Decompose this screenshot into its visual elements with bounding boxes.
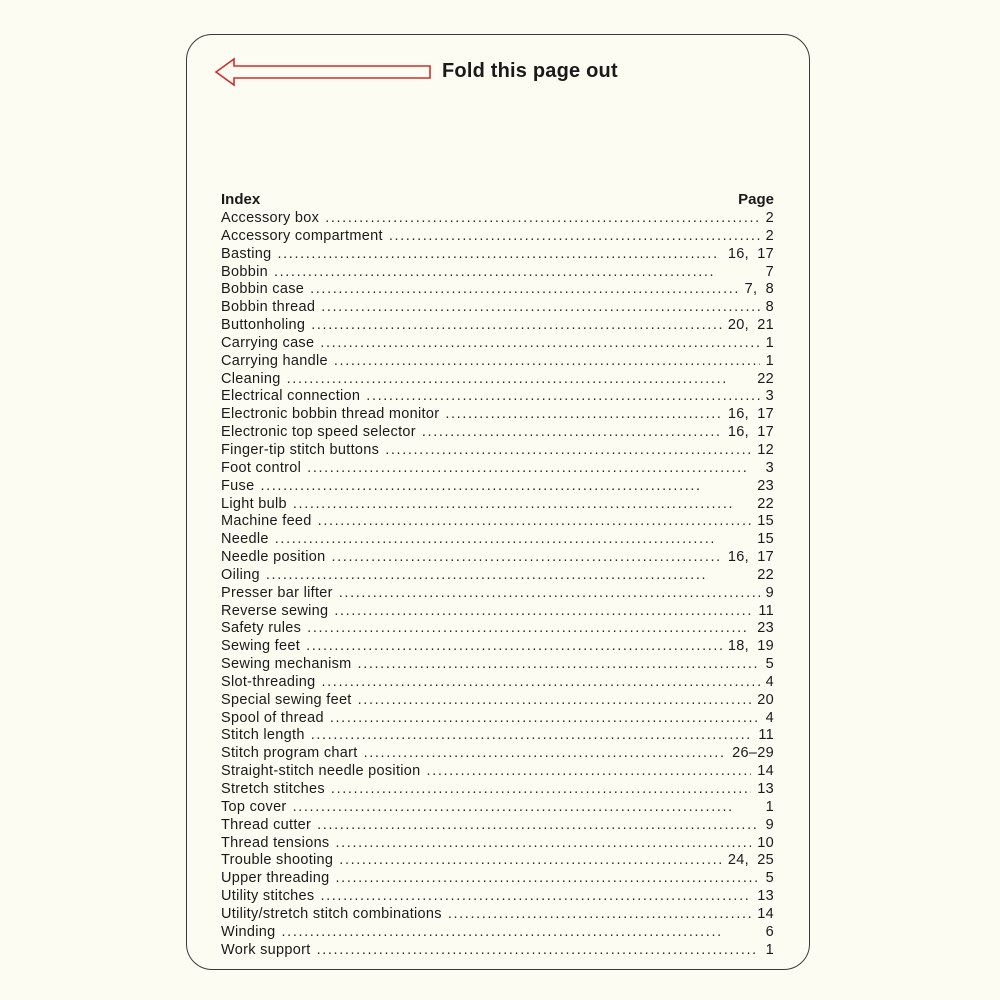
index-entry-page: 14 (757, 763, 774, 780)
index-entry-term: Electrical connection (221, 388, 361, 405)
index-entry-term: Stretch stitches (221, 781, 325, 797)
dot-leader (427, 763, 752, 779)
index-entry-page: 15 (757, 513, 774, 530)
index-entry (221, 478, 774, 496)
index-entry (221, 264, 774, 282)
index-entry-page: 18, 19 (727, 638, 774, 655)
dot-leader (320, 335, 759, 351)
dot-leader (335, 835, 751, 851)
index-entry (221, 388, 774, 406)
index-entry (221, 799, 774, 817)
index-entry-term: Thread cutter (221, 816, 312, 833)
index-entry (221, 870, 774, 888)
index-entry-page: 1 (765, 352, 774, 369)
index-entry-term: Sewing feet (221, 638, 301, 655)
index-entry-term: Safety rules (221, 620, 302, 637)
dot-leader (307, 620, 751, 636)
index-entry (221, 852, 774, 870)
index-entry-page: 1 (765, 334, 774, 351)
index-entry (221, 442, 774, 460)
index-entry-term: Stitch program chart (221, 745, 358, 762)
dot-leader (321, 674, 759, 690)
index-entry (221, 727, 774, 745)
dot-leader (364, 745, 727, 761)
dot-leader (448, 906, 751, 922)
index-entry-page: 13 (757, 888, 774, 905)
dot-leader (310, 281, 739, 297)
index-heading: Index (221, 191, 261, 208)
index-entry (221, 888, 774, 906)
index-entry-term: Slot-threading (221, 673, 316, 690)
index-entry (221, 942, 774, 960)
index-entry (221, 210, 774, 228)
index-entry-page: 7 (765, 263, 774, 280)
index-entry-page: 4 (765, 709, 774, 726)
index-entry-page: 3 (765, 388, 774, 405)
dot-leader (330, 710, 760, 726)
index-entry-page: 10 (757, 834, 774, 851)
index-entry (221, 924, 774, 942)
dot-leader (331, 781, 751, 797)
dot-leader (389, 228, 760, 244)
index-entry (221, 424, 774, 442)
index-entry (221, 228, 774, 246)
index-entry-page: 23 (757, 477, 774, 494)
index-entry (221, 496, 774, 514)
dot-leader (306, 638, 722, 654)
index-entry (221, 585, 774, 603)
index-entry-term: Utility stitches (221, 888, 315, 905)
dot-leader (321, 299, 759, 315)
index-entry-term: Presser bar lifter (221, 584, 333, 601)
fold-title: Fold this page out (442, 60, 618, 82)
index-entry-page: 16, 17 (727, 245, 774, 262)
index-entry (221, 781, 774, 799)
dot-leader (260, 478, 751, 494)
index-entry-page: 26–29 (732, 745, 774, 762)
index-entry-page: 22 (757, 566, 774, 583)
dot-leader (311, 317, 722, 333)
dot-leader (311, 727, 753, 743)
index-entry (221, 335, 774, 353)
index-entry-page: 9 (765, 584, 774, 601)
index-entry-page: 6 (765, 923, 774, 940)
index-entry-term: Special sewing feet (221, 691, 352, 708)
index-entry (221, 246, 774, 264)
index-entry-term: Utility/stretch stitch combinations (221, 905, 442, 922)
index-entry-term: Accessory compartment (221, 227, 383, 244)
index-entry (221, 692, 774, 710)
index-entry-term: Bobbin (221, 263, 268, 280)
dot-leader (277, 246, 721, 262)
dot-leader (317, 942, 760, 958)
index-entry-term: Carrying case (221, 334, 315, 351)
index-entry-page: 16, 17 (727, 549, 774, 566)
dot-leader (339, 852, 722, 868)
dot-leader (318, 513, 752, 529)
index-entry (221, 638, 774, 656)
index-entry-page: 22 (757, 495, 774, 512)
index-entry (221, 317, 774, 335)
index-entry (221, 567, 774, 585)
index-entry-page: 16, 17 (727, 406, 774, 423)
dot-leader (358, 656, 760, 672)
index-entry-page: 12 (757, 441, 774, 458)
index-entry-term: Needle (221, 531, 269, 548)
dot-leader (336, 870, 760, 886)
dot-leader (275, 531, 752, 547)
index-entry (221, 656, 774, 674)
index-entry-page: 16, 17 (727, 424, 774, 441)
index-entry-page: 11 (758, 727, 774, 744)
index-entry-term: Top cover (221, 798, 287, 815)
index-entry-term: Bobbin thread (221, 299, 316, 316)
index-entry (221, 531, 774, 549)
dot-leader (293, 799, 760, 815)
index-entry-term: Winding (221, 923, 276, 940)
dot-leader (331, 549, 721, 565)
index-entry-term: Needle position (221, 549, 326, 566)
dot-leader (293, 496, 751, 512)
dot-leader (307, 460, 759, 476)
index-entry-term: Accessory box (221, 210, 320, 226)
index-entry-term: Electronic top speed selector (221, 424, 416, 441)
index-entry-page: 8 (765, 299, 774, 316)
index-entry-page: 24, 25 (727, 852, 774, 869)
index-entry (221, 620, 774, 638)
index-entry-page: 15 (757, 531, 774, 548)
index-entry-term: Basting (221, 245, 272, 262)
index-entry (221, 353, 774, 371)
index-entry-page: 2 (765, 210, 774, 226)
index-entry-term: Upper threading (221, 870, 330, 887)
index-entry (221, 281, 774, 299)
index-entry-term: Electronic bobbin thread monitor (221, 406, 440, 423)
index-entry-term: Thread tensions (221, 834, 330, 851)
index-entry (221, 549, 774, 567)
index-entry-term: Foot control (221, 459, 302, 476)
dot-leader (317, 817, 759, 833)
index-entry-page: 23 (757, 620, 774, 637)
index-entry-term: Oiling (221, 566, 260, 583)
dot-leader (334, 353, 760, 369)
index-entry-term: Carrying handle (221, 352, 328, 369)
index-entry-term: Buttonholing (221, 317, 306, 334)
index-entry (221, 371, 774, 389)
index-entry-page: 1 (765, 798, 774, 815)
index-entry-page: 3 (765, 459, 774, 476)
dot-leader (445, 406, 722, 422)
index-entry (221, 299, 774, 317)
index-entry-term: Bobbin case (221, 281, 305, 298)
index-entry-page: 9 (765, 816, 774, 833)
index-entry-term: Work support (221, 941, 311, 958)
index-entry-term: Trouble shooting (221, 852, 334, 869)
index-entry-term: Fuse (221, 477, 255, 494)
index-entry-page: 2 (765, 227, 774, 244)
index-entry-page: 1 (765, 941, 774, 958)
index-entry-page: 5 (765, 870, 774, 887)
index-entry (221, 835, 774, 853)
index-entry-page: 11 (758, 602, 774, 619)
index-entry-term: Light bulb (221, 495, 287, 512)
index-entry (221, 603, 774, 621)
index-entry-page: 4 (765, 673, 774, 690)
index-entry-page: 20 (757, 691, 774, 708)
index-entry-term: Reverse sewing (221, 602, 329, 619)
index-entry (221, 513, 774, 531)
index-entry-term: Straight-stitch needle position (221, 763, 421, 780)
dot-leader (366, 388, 759, 404)
dot-leader (287, 371, 752, 387)
index-entry-page: 20, 21 (727, 317, 774, 334)
dot-leader (339, 585, 760, 601)
dot-leader (266, 567, 751, 583)
dot-leader (282, 924, 760, 940)
page-column-heading: Page (738, 191, 774, 208)
index-entry-term: Finger-tip stitch buttons (221, 441, 380, 458)
index-entry-page: 5 (765, 656, 774, 673)
dot-leader (334, 603, 752, 619)
index-entry-page: 7, 8 (744, 281, 774, 298)
index-entry (221, 906, 774, 924)
dot-leader (358, 692, 752, 708)
index-entry (221, 710, 774, 728)
index-entry (221, 763, 774, 781)
index-entry-page: 22 (757, 370, 774, 387)
index-entry (221, 817, 774, 835)
index-entry-term: Machine feed (221, 513, 312, 530)
index-header (221, 191, 774, 211)
index-entry-page: 13 (757, 781, 774, 797)
dot-leader (320, 888, 751, 904)
index-list (221, 210, 774, 959)
index-entry-term: Spool of thread (221, 709, 324, 726)
index-entry-term: Sewing mechanism (221, 656, 352, 673)
dot-leader (385, 442, 751, 458)
index-entry-term: Stitch length (221, 727, 305, 744)
index-entry (221, 406, 774, 424)
dot-leader (325, 210, 759, 226)
index-entry (221, 460, 774, 478)
index-entry (221, 745, 774, 763)
index-entry-page: 14 (757, 905, 774, 922)
index-entry-term: Cleaning (221, 370, 281, 387)
fold-arrow-icon (214, 56, 434, 88)
dot-leader (422, 424, 722, 440)
index-entry (221, 674, 774, 692)
dot-leader (274, 264, 760, 280)
